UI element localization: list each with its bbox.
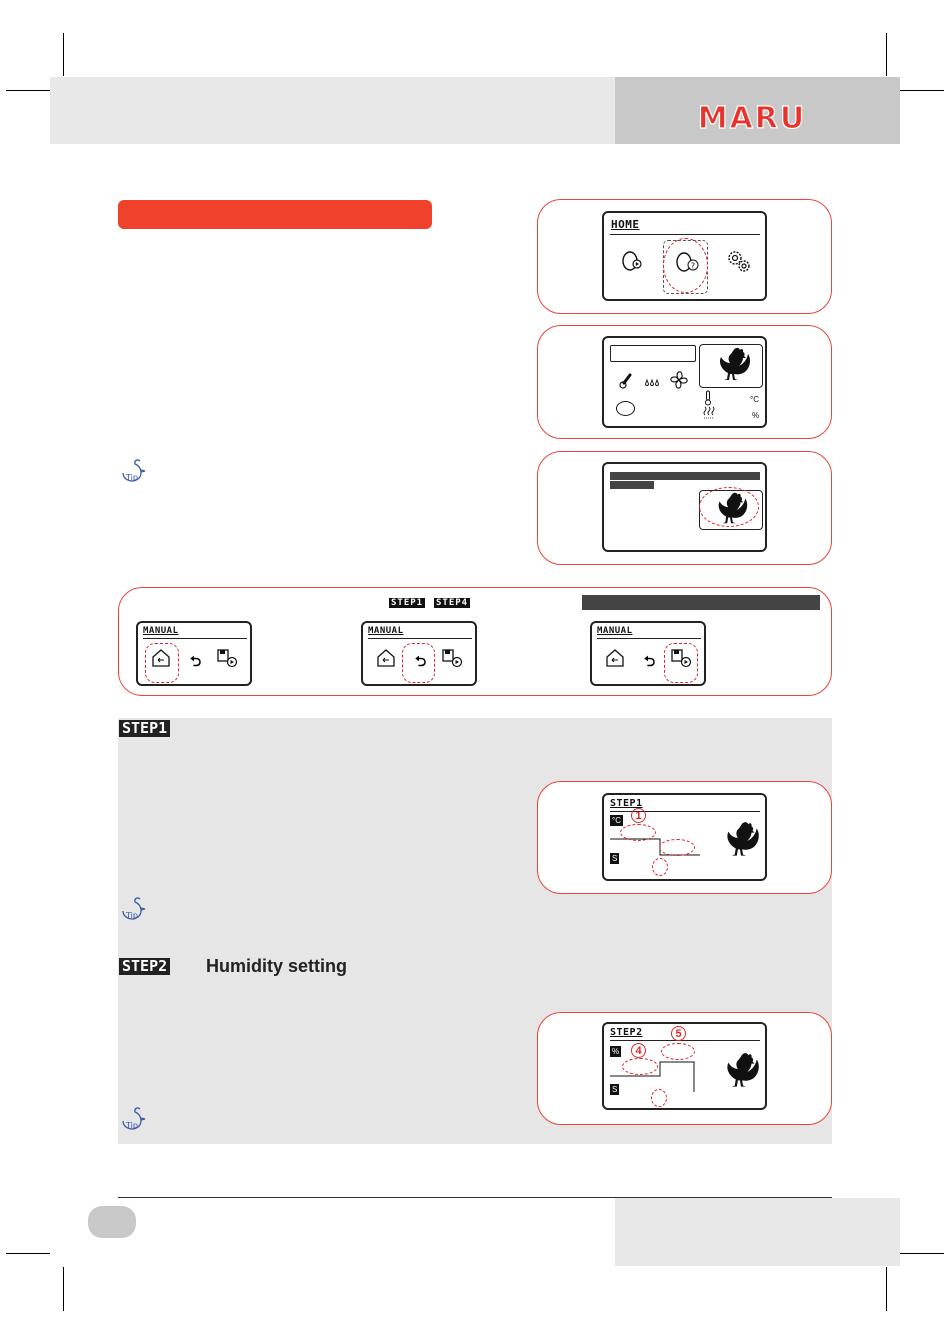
crop-mark bbox=[6, 1253, 50, 1254]
tip-bird-icon bbox=[117, 897, 147, 925]
highlight-circle bbox=[659, 839, 695, 856]
crop-mark bbox=[900, 90, 944, 91]
marker-4: 4 bbox=[631, 1043, 646, 1058]
divider bbox=[143, 638, 247, 639]
step2-title: Humidity setting bbox=[206, 956, 348, 976]
step-from-label: STEP1 bbox=[391, 598, 424, 608]
drops-icon bbox=[644, 378, 660, 388]
section-title-bar bbox=[118, 200, 432, 229]
s-badge: S bbox=[612, 854, 618, 863]
crop-mark bbox=[6, 90, 50, 91]
header-bar bbox=[610, 472, 760, 480]
egg-play-icon[interactable] bbox=[620, 249, 646, 273]
highlight-circle bbox=[622, 1058, 658, 1075]
step2-heading: STEP2 bbox=[119, 958, 170, 975]
marker-5: 5 bbox=[671, 1026, 686, 1041]
marker-1: 1 bbox=[631, 808, 646, 823]
home-back-icon[interactable] bbox=[375, 647, 397, 669]
divider bbox=[610, 1040, 760, 1041]
crop-mark bbox=[886, 33, 887, 76]
temp-badge: °C bbox=[612, 816, 621, 825]
svg-text:Tip: Tip bbox=[126, 1121, 138, 1130]
svg-text:MARU: MARU bbox=[697, 101, 807, 133]
crop-mark bbox=[63, 1267, 64, 1311]
thermometer-icon bbox=[618, 372, 636, 390]
crop-mark bbox=[886, 1267, 887, 1311]
nav-highlight-bar bbox=[582, 595, 820, 610]
highlight-circle bbox=[663, 238, 708, 293]
inner-thermometer-icon bbox=[702, 390, 714, 406]
tip-bird-icon bbox=[117, 459, 147, 487]
divider bbox=[610, 234, 760, 235]
crop-mark bbox=[900, 1253, 944, 1254]
gear-icon[interactable] bbox=[724, 247, 754, 275]
highlight-circle bbox=[652, 858, 668, 876]
highlight-circle bbox=[661, 1043, 695, 1060]
heat-icon bbox=[702, 406, 716, 420]
highlight-circle bbox=[620, 824, 656, 841]
manual-title: MANUAL bbox=[597, 626, 633, 636]
status-lcd bbox=[602, 336, 767, 428]
svg-text:Tip: Tip bbox=[126, 473, 138, 482]
tip-bird-icon bbox=[117, 1107, 147, 1135]
step-to-label: STEP4 bbox=[436, 598, 469, 608]
step1-title: STEP1 bbox=[610, 798, 643, 809]
humidity-profile-line bbox=[610, 1054, 710, 1094]
divider bbox=[368, 638, 472, 639]
manual-title: MANUAL bbox=[143, 626, 179, 636]
save-play-icon[interactable] bbox=[441, 647, 465, 669]
highlight-circle bbox=[664, 643, 698, 683]
home-back-icon[interactable] bbox=[604, 647, 626, 669]
home-title: HOME bbox=[611, 218, 640, 231]
svg-text:Tip: Tip bbox=[126, 911, 138, 920]
humidity-badge: % bbox=[612, 1047, 620, 1056]
status-field bbox=[610, 345, 696, 362]
highlight-circle bbox=[651, 1089, 667, 1107]
back-arrow-icon[interactable]: ⮌ bbox=[644, 653, 656, 669]
footer-band bbox=[615, 1198, 900, 1266]
crop-mark bbox=[63, 33, 64, 76]
highlight-circle bbox=[145, 643, 179, 683]
save-play-icon[interactable] bbox=[216, 647, 240, 669]
manual-title: MANUAL bbox=[368, 626, 404, 636]
rooster-icon bbox=[711, 345, 755, 385]
page-number-tab bbox=[88, 1206, 136, 1238]
highlight-circle bbox=[699, 487, 759, 527]
highlight-circle bbox=[402, 643, 435, 683]
back-arrow-icon[interactable]: ⮌ bbox=[190, 653, 202, 669]
svg-text:?: ? bbox=[690, 261, 696, 271]
divider bbox=[597, 638, 701, 639]
sub-header-bar bbox=[610, 481, 654, 489]
brand-logo bbox=[687, 101, 817, 133]
fan-icon bbox=[668, 369, 690, 391]
temp-unit-label: °C bbox=[750, 395, 759, 404]
rooster-icon bbox=[718, 1048, 764, 1094]
back-arrow-icon[interactable]: ⮌ bbox=[415, 653, 427, 669]
step1-heading: STEP1 bbox=[119, 720, 170, 737]
rooster-icon bbox=[718, 817, 764, 863]
s-badge: S bbox=[612, 1085, 618, 1094]
egg-outline bbox=[616, 401, 635, 416]
humidity-unit-label: % bbox=[752, 411, 760, 420]
step2-title-lcd: STEP2 bbox=[610, 1027, 643, 1038]
